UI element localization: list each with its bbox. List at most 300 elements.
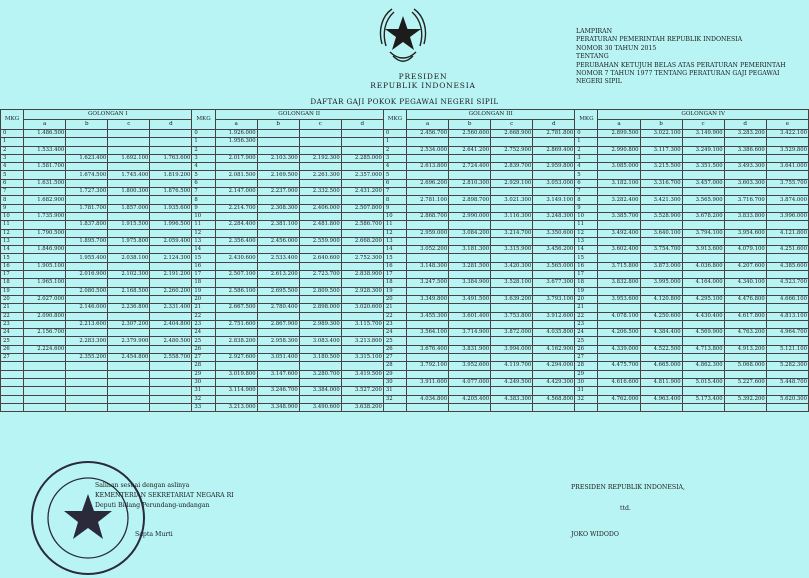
- salary-cell: [341, 179, 383, 187]
- salary-cell: [407, 370, 449, 378]
- mkg-cell: 10: [1, 212, 24, 220]
- salary-cell: 4.569.900: [682, 329, 724, 337]
- salary-cell: 3.349.800: [407, 295, 449, 303]
- salary-cell: [598, 221, 640, 229]
- grade-subheader: e: [766, 120, 808, 130]
- salary-cell: [66, 312, 108, 320]
- salary-cell: 3.148.300: [407, 262, 449, 270]
- salary-cell: [108, 229, 150, 237]
- salary-cell: 4.121.800: [766, 229, 808, 237]
- salary-cell: [724, 154, 766, 162]
- salary-cell: [766, 237, 808, 245]
- mkg-cell: 23: [1, 320, 24, 328]
- salary-cell: [407, 337, 449, 345]
- salary-cell: 1.682.900: [24, 196, 66, 204]
- salary-cell: [449, 320, 491, 328]
- mkg-cell: 17: [383, 271, 406, 279]
- salary-cell: 2.168.500: [108, 287, 150, 295]
- mkg-cell: 9: [575, 204, 598, 212]
- salary-cell: 3.754.700: [640, 246, 682, 254]
- salary-cell: [150, 138, 192, 146]
- salary-cell: [491, 204, 533, 212]
- salary-cell: [257, 179, 299, 187]
- salary-cell: 2.481.800: [299, 221, 341, 229]
- salary-cell: [257, 246, 299, 254]
- salary-cell: [150, 246, 192, 254]
- mkg-cell: 7: [383, 188, 406, 196]
- salary-cell: [491, 271, 533, 279]
- salary-cell: [299, 246, 341, 254]
- mkg-cell: 13: [1, 237, 24, 245]
- salary-cell: 4.862.300: [682, 362, 724, 370]
- salary-cell: [491, 403, 533, 411]
- salary-cell: 4.207.600: [724, 262, 766, 270]
- salary-cell: [766, 254, 808, 262]
- salary-cell: 3.833.800: [724, 212, 766, 220]
- salary-cell: 1.819.200: [150, 171, 192, 179]
- salary-cell: 2.724.400: [449, 163, 491, 171]
- salary-cell: [449, 287, 491, 295]
- grade-subheader: b: [449, 120, 491, 130]
- salary-cell: 1.674.500: [66, 171, 108, 179]
- salary-cell: [766, 354, 808, 362]
- salary-cell: 3.490.600: [299, 403, 341, 411]
- salary-cell: [491, 387, 533, 395]
- grade-subheader: b: [257, 120, 299, 130]
- salary-cell: [598, 287, 640, 295]
- mkg-cell: 28: [383, 362, 406, 370]
- mkg-cell: 28: [192, 362, 215, 370]
- mkg-cell: 20: [1, 295, 24, 303]
- salary-cell: [724, 221, 766, 229]
- salary-cell: [533, 337, 575, 345]
- salary-cell: [257, 395, 299, 403]
- salary-cell: 2.332.500: [299, 188, 341, 196]
- table-row: [1, 370, 809, 378]
- salary-cell: [766, 387, 808, 395]
- salary-cell: 3.181.300: [449, 246, 491, 254]
- salary-cell: [682, 154, 724, 162]
- salary-cell: 1.857.000: [108, 204, 150, 212]
- salary-cell: [215, 196, 257, 204]
- salary-cell: [724, 271, 766, 279]
- salary-cell: 2.868.700: [407, 212, 449, 220]
- salary-cell: 3.019.800: [215, 370, 257, 378]
- salary-cell: 3.350.600: [533, 229, 575, 237]
- table-row: [1, 362, 809, 370]
- salary-cell: [533, 370, 575, 378]
- mkg-cell: 6: [1, 179, 24, 187]
- mkg-cell: 21: [575, 304, 598, 312]
- salary-cell: 2.156.700: [24, 329, 66, 337]
- mkg-cell: 24: [383, 329, 406, 337]
- salary-cell: [66, 262, 108, 270]
- salary-cell: [150, 279, 192, 287]
- salary-cell: 1.533.400: [24, 146, 66, 154]
- salary-cell: 3.602.400: [598, 246, 640, 254]
- salary-cell: [66, 295, 108, 303]
- mkg-cell: 11: [1, 221, 24, 229]
- salary-cell: 3.021.300: [491, 196, 533, 204]
- salary-cell: [108, 370, 150, 378]
- salary-cell: 4.568.800: [533, 395, 575, 403]
- signature-ttd: ttd.: [620, 505, 631, 512]
- mkg-cell: 14: [1, 246, 24, 254]
- salary-cell: [766, 271, 808, 279]
- mkg-cell: 30: [575, 378, 598, 386]
- salary-cell: [24, 395, 66, 403]
- salary-cell: [640, 237, 682, 245]
- salary-cell: 3.283.200: [724, 130, 766, 138]
- salary-cell: [598, 154, 640, 162]
- certification-line-1: Salinan sesuai dengan aslinya: [95, 482, 190, 489]
- salary-cell: 5.121.100: [766, 345, 808, 353]
- salary-cell: [150, 295, 192, 303]
- salary-cell: 1.975.800: [108, 237, 150, 245]
- salary-cell: 2.224.600: [24, 345, 66, 353]
- salary-cell: 4.616.600: [598, 378, 640, 386]
- mkg-cell: 33: [192, 403, 215, 411]
- salary-cell: 4.963.400: [640, 395, 682, 403]
- page-title: DAFTAR GAJI POKOK PEGAWAI NEGERI SIPIL: [310, 97, 499, 106]
- salary-cell: 3.456.200: [533, 246, 575, 254]
- official-seal-icon: [28, 458, 148, 578]
- golongan-header: GOLONGAN II: [215, 110, 383, 120]
- mkg-cell: 22: [192, 312, 215, 320]
- salary-cell: 4.475.700: [598, 362, 640, 370]
- table-row: [1, 345, 809, 353]
- salary-cell: [66, 138, 108, 146]
- table-row: [1, 387, 809, 395]
- lampiran-line: PERATURAN PEMERINTAH REPUBLIK INDONESIA: [576, 36, 743, 44]
- salary-cell: 3.215.500: [640, 163, 682, 171]
- salary-cell: 3.421.300: [640, 196, 682, 204]
- salary-cell: 3.529.800: [766, 146, 808, 154]
- mkg-cell: 9: [192, 204, 215, 212]
- mkg-cell: 6: [575, 179, 598, 187]
- salary-cell: [150, 130, 192, 138]
- salary-cell: 3.115.700: [341, 320, 383, 328]
- salary-cell: 2.454.800: [108, 354, 150, 362]
- mkg-cell: 11: [383, 221, 406, 229]
- salary-cell: 2.810.300: [449, 179, 491, 187]
- salary-cell: [108, 196, 150, 204]
- salary-cell: 3.565.000: [533, 262, 575, 270]
- certifier-name: Sapta Murti: [135, 531, 173, 538]
- salary-cell: [640, 337, 682, 345]
- salary-cell: [108, 163, 150, 171]
- salary-cell: 2.059.400: [150, 237, 192, 245]
- salary-cell: [682, 370, 724, 378]
- salary-cell: 4.811.900: [640, 378, 682, 386]
- mkg-cell: 4: [575, 163, 598, 171]
- mkg-cell: [1, 370, 24, 378]
- mkg-cell: 5: [383, 171, 406, 179]
- salary-cell: [682, 271, 724, 279]
- salary-cell: 2.668.200: [341, 237, 383, 245]
- salary-cell: [407, 221, 449, 229]
- salary-cell: [108, 146, 150, 154]
- salary-cell: [766, 320, 808, 328]
- salary-cell: [407, 304, 449, 312]
- salary-cell: 1.486.500: [24, 130, 66, 138]
- salary-cell: [449, 204, 491, 212]
- salary-cell: 2.534.000: [407, 146, 449, 154]
- salary-cell: 2.355.200: [66, 354, 108, 362]
- salary-cell: [215, 229, 257, 237]
- mkg-cell: 6: [383, 179, 406, 187]
- salary-cell: 2.640.600: [299, 254, 341, 262]
- salary-cell: [533, 188, 575, 196]
- salary-cell: 2.236.800: [108, 304, 150, 312]
- mkg-cell: 2: [192, 146, 215, 154]
- mkg-cell: 2: [575, 146, 598, 154]
- salary-cell: 3.639.200: [491, 295, 533, 303]
- salary-cell: 5.227.600: [724, 378, 766, 386]
- salary-cell: [491, 320, 533, 328]
- salary-cell: 4.339.000: [598, 345, 640, 353]
- salary-cell: 2.898.000: [299, 304, 341, 312]
- salary-cell: [341, 262, 383, 270]
- salary-cell: [724, 138, 766, 146]
- salary-cell: [341, 246, 383, 254]
- president-header: [368, 72, 478, 90]
- mkg-cell: 10: [575, 212, 598, 220]
- salary-cell: 3.420.300: [491, 262, 533, 270]
- salary-cell: [299, 295, 341, 303]
- salary-cell: [766, 370, 808, 378]
- mkg-cell: 25: [575, 337, 598, 345]
- mkg-cell: 4: [192, 163, 215, 171]
- mkg-cell: 31: [192, 387, 215, 395]
- salary-cell: [449, 370, 491, 378]
- salary-cell: 2.959.000: [407, 229, 449, 237]
- salary-cell: [66, 370, 108, 378]
- mkg-cell: 5: [575, 171, 598, 179]
- salary-cell: 4.120.800: [640, 295, 682, 303]
- salary-cell: 3.149.900: [682, 130, 724, 138]
- header-line-1: PRESIDEN: [398, 72, 448, 81]
- table-row: [1, 254, 809, 262]
- salary-cell: [66, 246, 108, 254]
- grade-subheader: c: [491, 120, 533, 130]
- salary-cell: [491, 221, 533, 229]
- salary-cell: 1.915.500: [108, 221, 150, 229]
- salary-cell: [66, 163, 108, 171]
- salary-cell: [491, 237, 533, 245]
- salary-cell: 2.191.200: [150, 271, 192, 279]
- salary-cell: 2.307.200: [108, 320, 150, 328]
- mkg-cell: 32: [192, 395, 215, 403]
- salary-cell: [724, 320, 766, 328]
- salary-cell: 1.623.400: [66, 154, 108, 162]
- mkg-cell: 32: [383, 395, 406, 403]
- salary-cell: 3.246.700: [257, 387, 299, 395]
- salary-cell: 2.456.000: [257, 237, 299, 245]
- mkg-cell: 11: [192, 221, 215, 229]
- certification-line-3: Deputi Bidang Perundang-undangan: [95, 502, 210, 509]
- salary-cell: [533, 204, 575, 212]
- mkg-cell: 1: [383, 138, 406, 146]
- salary-cell: [66, 362, 108, 370]
- salary-cell: [215, 262, 257, 270]
- salary-cell: 3.384.900: [449, 279, 491, 287]
- mkg-cell: 14: [192, 246, 215, 254]
- salary-cell: [24, 370, 66, 378]
- table-row: [1, 378, 809, 386]
- salary-cell: 2.668.900: [491, 130, 533, 138]
- salary-cell: 2.308.300: [257, 204, 299, 212]
- salary-cell: [724, 304, 766, 312]
- salary-cell: [299, 179, 341, 187]
- salary-cell: [724, 337, 766, 345]
- salary-cell: [150, 196, 192, 204]
- salary-cell: 3.492.400: [598, 229, 640, 237]
- salary-cell: [724, 287, 766, 295]
- table-row: [1, 146, 809, 154]
- salary-cell: [640, 204, 682, 212]
- salary-cell: [449, 237, 491, 245]
- salary-cell: 2.169.500: [257, 171, 299, 179]
- salary-cell: [449, 138, 491, 146]
- salary-cell: 4.251.600: [766, 246, 808, 254]
- mkg-cell: 18: [1, 279, 24, 287]
- salary-cell: [150, 387, 192, 395]
- salary-cell: [150, 229, 192, 237]
- salary-cell: [215, 378, 257, 386]
- salary-cell: 1.965.100: [24, 279, 66, 287]
- salary-cell: [407, 254, 449, 262]
- salary-cell: [108, 312, 150, 320]
- header-line-2: REPUBLIK INDONESIA: [370, 81, 476, 90]
- salary-cell: [341, 212, 383, 220]
- salary-cell: 2.838.900: [341, 271, 383, 279]
- salary-cell: [341, 130, 383, 138]
- salary-cell: 3.020.600: [341, 304, 383, 312]
- salary-cell: [407, 171, 449, 179]
- mkg-cell: 12: [192, 229, 215, 237]
- salary-cell: [491, 337, 533, 345]
- table-row: [1, 163, 809, 171]
- salary-cell: 2.696.200: [407, 179, 449, 187]
- salary-cell: 2.989.300: [299, 320, 341, 328]
- salary-cell: [724, 171, 766, 179]
- salary-cell: [640, 287, 682, 295]
- salary-cell: [640, 254, 682, 262]
- salary-cell: [24, 154, 66, 162]
- mkg-cell: 20: [575, 295, 598, 303]
- mkg-cell: 12: [383, 229, 406, 237]
- salary-cell: 2.081.500: [215, 171, 257, 179]
- salary-cell: [766, 171, 808, 179]
- salary-cell: 3.022.100: [640, 130, 682, 138]
- salary-cell: 3.052.200: [407, 246, 449, 254]
- salary-cell: [598, 237, 640, 245]
- mkg-cell: 17: [192, 271, 215, 279]
- salary-cell: 3.641.000: [766, 163, 808, 171]
- salary-cell: 2.558.700: [150, 354, 192, 362]
- table-row: [1, 188, 809, 196]
- salary-cell: 3.831.900: [449, 345, 491, 353]
- salary-cell: 2.586.700: [341, 221, 383, 229]
- salary-cell: [533, 221, 575, 229]
- salary-cell: 4.077.000: [449, 378, 491, 386]
- salary-cell: 4.523.700: [766, 279, 808, 287]
- salary-cell: 3.182.100: [598, 179, 640, 187]
- salary-cell: 2.752.300: [341, 254, 383, 262]
- salary-cell: [257, 262, 299, 270]
- salary-cell: 3.247.500: [407, 279, 449, 287]
- salary-cell: 2.090.800: [24, 312, 66, 320]
- salary-cell: 4.476.800: [724, 295, 766, 303]
- salary-cell: 4.119.700: [491, 362, 533, 370]
- salary-cell: 1.692.100: [108, 154, 150, 162]
- table-row: [1, 204, 809, 212]
- salary-cell: [150, 345, 192, 353]
- salary-cell: 1.926.000: [215, 130, 257, 138]
- salary-cell: 2.080.500: [66, 287, 108, 295]
- salary-cell: 2.381.100: [257, 221, 299, 229]
- mkg-cell: 3: [383, 154, 406, 162]
- salary-cell: [215, 279, 257, 287]
- mkg-cell: [1, 395, 24, 403]
- salary-cell: [449, 354, 491, 362]
- salary-cell: 2.404.800: [150, 320, 192, 328]
- table-row: [1, 329, 809, 337]
- salary-cell: 5.173.400: [682, 395, 724, 403]
- salary-cell: 5.068.000: [724, 362, 766, 370]
- mkg-cell: 27: [383, 354, 406, 362]
- salary-cell: 2.284.400: [215, 221, 257, 229]
- mkg-header: MKG: [192, 110, 215, 130]
- salary-cell: [598, 337, 640, 345]
- salary-cell: 2.898.700: [449, 196, 491, 204]
- salary-cell: [66, 378, 108, 386]
- salary-cell: [108, 329, 150, 337]
- grade-subheader: b: [640, 120, 682, 130]
- grade-subheader: d: [533, 120, 575, 130]
- mkg-cell: 8: [192, 196, 215, 204]
- salary-cell: 3.419.500: [341, 370, 383, 378]
- salary-cell: [682, 337, 724, 345]
- mkg-cell: 19: [383, 287, 406, 295]
- salary-cell: 2.038.100: [108, 254, 150, 262]
- salary-cell: 3.149.100: [533, 196, 575, 204]
- salary-cell: 3.794.100: [682, 229, 724, 237]
- salary-cell: 3.422.100: [766, 130, 808, 138]
- salary-cell: [449, 171, 491, 179]
- salary-cell: [682, 204, 724, 212]
- mkg-cell: 0: [383, 130, 406, 138]
- salary-cell: [341, 329, 383, 337]
- salary-cell: 1.846.900: [24, 246, 66, 254]
- salary-cell: [598, 271, 640, 279]
- mkg-cell: 24: [192, 329, 215, 337]
- salary-cell: 3.676.400: [407, 345, 449, 353]
- mkg-cell: 13: [192, 237, 215, 245]
- salary-cell: [682, 387, 724, 395]
- lampiran-block: [576, 28, 808, 87]
- table-row: [1, 221, 809, 229]
- salary-cell: [341, 312, 383, 320]
- table-row: [1, 320, 809, 328]
- salary-cell: 2.261.300: [299, 171, 341, 179]
- salary-cell: 1.905.100: [24, 262, 66, 270]
- mkg-cell: 10: [383, 212, 406, 220]
- salary-cell: [24, 138, 66, 146]
- salary-cell: 4.206.500: [598, 329, 640, 337]
- salary-cell: [724, 204, 766, 212]
